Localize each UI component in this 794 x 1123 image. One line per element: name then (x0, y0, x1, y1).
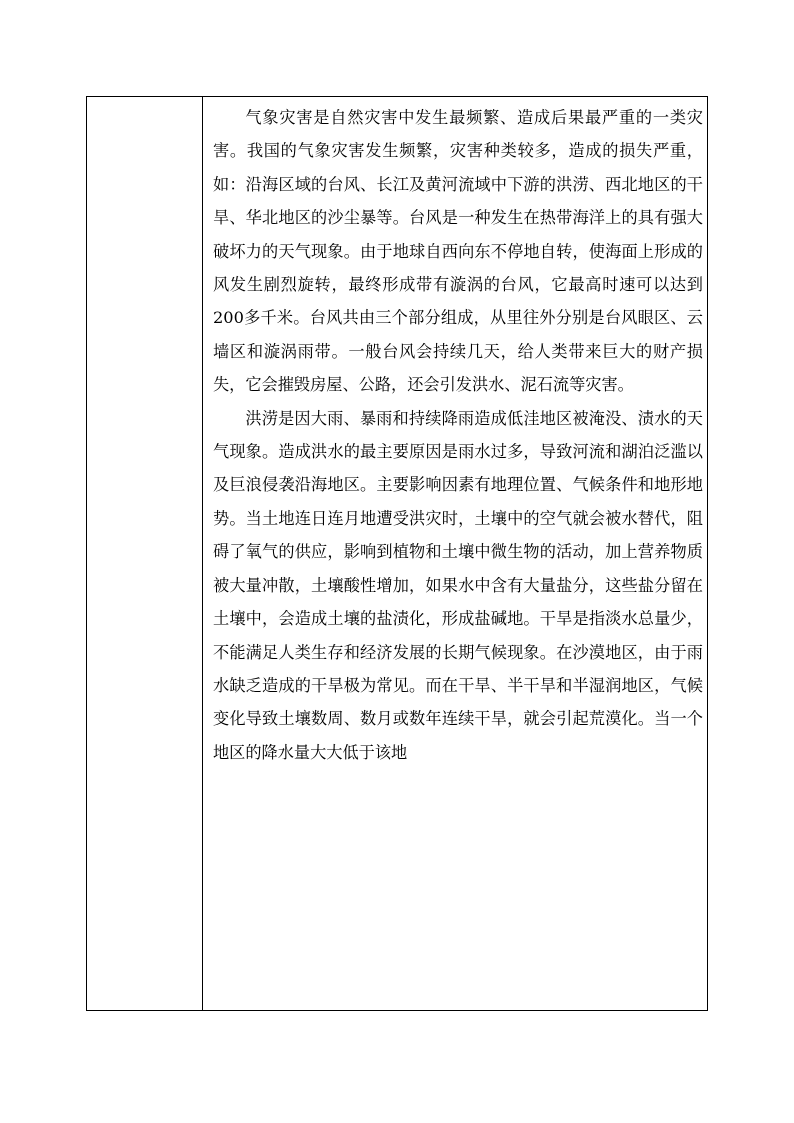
paragraph-meteorological-disasters: 气象灾害是自然灾害中发生最频繁、造成后果最严重的一类灾害。我国的气象灾害发生频繁，灾害种类较多，造成的损失严重，如：沿海区域的台风、长江及黄河流域中下游的洪涝、西北地区的干旱、华北地区的沙尘暴等。台风是一种发生在热带海洋上的具有强大破坏力的天气现象。由于地球自西向东不停地自转，使海面上形成的风发生剧烈旋转，最终形成带有漩涡的台风，它最高时速可以达到200多千米。台风共由三个部分组成，从里往外分别是台风眼区、云墙区和漩涡雨带。一般台风会持续几天，给人类带来巨大的财产损失，它会摧毁房屋、公路，还会引发洪水、泥石流等灾害。 (213, 108, 703, 395)
table-left-cell (87, 97, 203, 1010)
table-right-cell (203, 97, 707, 1010)
content-table (86, 96, 708, 1011)
paragraph-floods-and-drought: 洪涝是因大雨、暴雨和持续降雨造成低洼地区被淹没、渍水的天气现象。造成洪水的最主要原因是雨水过多，导致河流和湖泊泛滥以及巨浪侵袭沿海地区。主要影响因素有地理位置、气候条件和地形地势。当土地连日连月地遭受洪灾时，土壤中的空气就会被水替代，阻碍了氧气的供应，影响到植物和土壤中微生物的活动，加上营养物质被大量冲散，土壤酸性增加，如果水中含有大量盐分，这些盐分留在土壤中，会造成土壤的盐渍化，形成盐碱地。干旱是指淡水总量少，不能满足人类生存和经济发展的长期气候现象。在沙漠地区，由于雨水缺乏造成的干旱极为常见。而在干旱、半干旱和半湿润地区，气候变化导致土壤数周、数月或数年连续干旱，就会引起荒漠化。当一个地区的降水量大大低于该地 (213, 408, 703, 762)
